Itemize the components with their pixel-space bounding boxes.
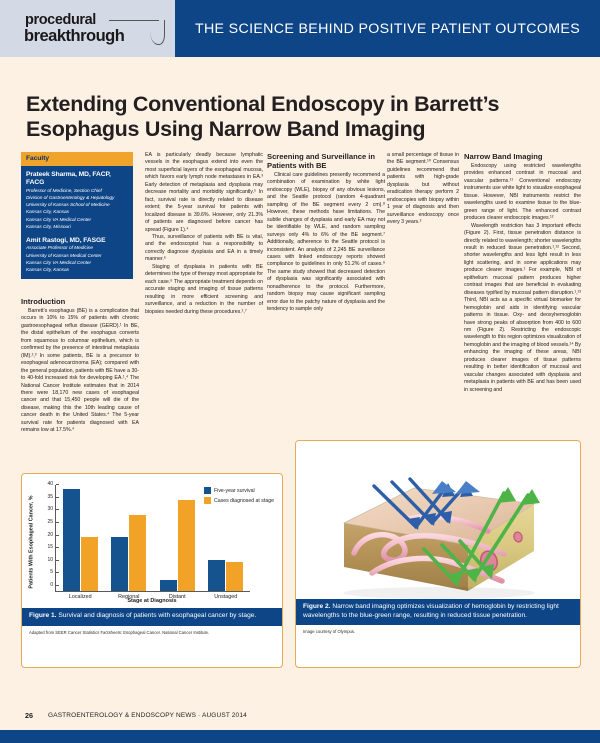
column-4: [387, 152, 459, 227]
y-axis-tick: 20: [47, 532, 56, 538]
chart-legend: [204, 487, 274, 507]
figure-2-caption-text: Narrow band imaging optimizes visualization of hemoglobin by restricting light wavelengths to the blue-green range, resulting in reduced tissue penetration.: [303, 603, 559, 619]
x-axis-tick: Unstaged: [214, 594, 238, 600]
figure-1-source: Adapted from SEER Cancer Statistics Factsheets: Esophageal Cancer. National Cancer Institute.: [22, 626, 282, 639]
y-axis-tick: 5: [50, 569, 56, 575]
y-axis-tick: 30: [47, 506, 56, 512]
legend-label: Cases diagnosed at stage: [214, 497, 274, 504]
chart-bar: [111, 537, 128, 591]
screening-body: [267, 172, 385, 314]
y-axis-tick: 40: [47, 481, 56, 487]
chart-bar: [226, 562, 243, 591]
bar-chart: [22, 474, 282, 608]
x-axis-tick: Regional: [118, 594, 140, 600]
paragraph-text: a small percentage of tissue in the BE segment.¹⁰ Consensus guidelines recommend that patients with high-grade dysplasia but without eradication therapy perform 2 endoscopies with biopsy within 1 year of diagnosis and then surveillance endoscopy once every 3 years.²: [387, 152, 459, 226]
faculty-affiliation: Division of Gastroenterology & Hepatology: [26, 196, 115, 202]
faculty-affiliation: Kansas City VA Medical Center: [26, 260, 92, 266]
faculty-affiliation: Kansas City, Kansas: [26, 268, 69, 274]
footer-publication: GASTROENTEROLOGY & ENDOSCOPY NEWS · AUGUST 2014: [48, 712, 247, 719]
y-axis-tick: 0: [50, 582, 56, 588]
section-heading-nbi: Narrow Band Imaging: [464, 152, 543, 161]
faculty-affiliation: Kansas City, Missouri: [26, 224, 71, 230]
faculty-affiliation: Associate Professor of Medicine: [26, 246, 93, 252]
chart-bar: [81, 537, 98, 591]
logo-swoosh-icon: [150, 20, 165, 45]
faculty-member: [26, 171, 128, 231]
chart-bar-group: [105, 485, 154, 600]
y-axis-tick: 10: [47, 557, 56, 563]
figure-1-caption-text: Survival and diagnosis of patients with esophageal cancer by stage.: [58, 612, 257, 619]
chart-bar: [63, 489, 80, 591]
blue-arrow-tips: [432, 481, 480, 494]
screening-continued: [387, 152, 459, 227]
legend-item: [204, 497, 274, 504]
paragraph-text: Barrett’s esophagus (BE) is a complication that occurs in 10% to 15% of patients with chronic gastroesophageal reflux disease (GERD).¹ In BE, the distal epithelium of the esophagus converts from squamous to columnar epithelium, which is confirmed by the presence of intestinal metaplasia (IM).²,³ In some patients, BE is a precursor to esophageal adenocarcinoma (EA); compared with the general population, patients with BE have a 30- to 40-fold increased risk for developing EA.¹,⁴ The National Cancer Institute estimates that in 2014 there were 18,170 new cases of esophageal cancer and that 15,450 people will die of the disease, making this the 10th leading cause of cancer death in the United States.⁴ The 5-year survival rate for patients diagnosed with EA remains low at 17.5%.⁴: [21, 308, 139, 434]
paragraph-text: Staging of dysplasia in patients with BE determines the type of therapy most appropriate for each case.⁶ The appropriate treatment depends on accurate staging and imaging of tissue patterns resulting in more efficient screening and surveillance, and a reduction in the number of biopsies needed during these procedures.¹,⁷: [145, 263, 263, 315]
footer-bar: [0, 730, 600, 743]
page-number: 26: [25, 711, 33, 720]
legend-label: Five-year survival: [214, 487, 255, 494]
chart-bar-group: [153, 485, 202, 600]
faculty-affiliation: University of Kansas Medical Center: [26, 253, 102, 259]
x-axis-tick: Distant: [168, 594, 186, 600]
faculty-header: Faculty: [21, 152, 133, 166]
faculty-box: [21, 152, 133, 279]
y-axis-tick: 15: [47, 544, 56, 550]
chart-bar: [129, 515, 146, 591]
column-2: [145, 152, 263, 316]
legend-swatch: [204, 487, 211, 494]
page-footer: [0, 711, 600, 729]
chart-bar: [208, 560, 225, 591]
publication-logo: [24, 14, 159, 46]
faculty-list: [21, 166, 133, 279]
paragraph-text: Wavelength restriction has 3 important effects (Figure 2). First, tissue penetration distance is directly related to wavelength; shorter wavelengths result in reduced tissue penetration.¹,¹² Second, shorter wavelengths and less light result in less light scattering, and in some applications may produce clearer images.¹ For example, NBI of epithelium mucosal pattern produces higher contrast images that are beneficial in evaluating diseases typified by mucosal pattern disruption.¹,¹³ Third, NBI acts as a specific virtual biomarker for hemoglobin and aids in identifying vascular patterns in tissue. Oxy- and deoxyhemoglobin have strong peaks of absorption from 400 to 600 nm (Figure 2). Restricting the endoscopic wavelength to this region optimizes visualization of hemoglobin and the imaging of blood vessels.¹⁴ By enhancing the imaging of these areas, NBI produces clearer images of tissue patterns resulting in better identification of mucosal and vascular changes associated with dysplasia and metaplasia in patients with BE and has been used in screening and: [464, 222, 581, 393]
figure-2-source: Image courtesy of Olympus.: [296, 625, 580, 638]
faculty-affiliation: Kansas City, Kansas: [26, 210, 69, 216]
chart-y-axis-label: [27, 486, 37, 598]
logo-line-2: breakthrough: [24, 27, 125, 45]
paragraph-text: EA is particularly deadly because lymphatic vessels in the esophagus extend into even the most superficial layers of the esophageal mucosa, which favors early lymph node metastases in EA.³ Early detection of metaplasia and dysplasia may decrease mortality and morbidity significantly.⁵ In fact, survival rate is directly related to disease extent; the 5-year survival for patients with localized disease is 39.6%. However, only 21.3% of patients are diagnosed before cancer has spread (Figure 1).⁴: [145, 152, 263, 233]
y-axis-tick: 35: [47, 494, 56, 500]
legend-item: [204, 487, 274, 494]
chart-bar: [178, 500, 195, 591]
paragraph-text: Thus, surveillance of patients with BE is vital, and the endoscopist has a responsibility to correctly diagnose dysplasia and EA in a timely manner.⁶: [145, 233, 263, 263]
y-axis-label-text: Patients With Esophageal Cancer, %: [29, 495, 35, 589]
faculty-affiliation: University of Kansas School of Medicine: [26, 203, 110, 209]
faculty-member: [26, 237, 128, 274]
logo-line-1: procedural: [25, 12, 96, 28]
x-axis-tick: Localized: [68, 594, 92, 600]
intro-continued: [145, 152, 263, 316]
chart-bar-group: [56, 485, 105, 600]
chart-bar: [160, 580, 177, 591]
figure-1-label: Figure 1.: [29, 612, 57, 619]
paragraph-text: Endoscopy using restricted wavelengths provides enhanced contrast in mucosal and vascular patterns.¹¹ Conventional endoscopy instruments use white light to visualize esophageal tissue. However, NBI instruments restrict the wavelengths used to examine tissue to the blue-green range of light. The enhanced contrast produces clearer endoscopic images.¹²: [464, 163, 581, 222]
drop-shadow: [343, 587, 535, 599]
faculty-affiliation: Kansas City VA Medical Center: [26, 217, 92, 223]
masthead-tagline: THE SCIENCE BEHIND POSITIVE PATIENT OUTCOMES: [194, 20, 581, 37]
tissue-penetration-diagram-icon: [296, 441, 580, 599]
section-heading-introduction: Introduction: [21, 297, 66, 306]
faculty-affiliation: Professor of Medicine, Section Chief: [26, 188, 102, 194]
figure-2: [295, 440, 581, 668]
column-3: [267, 152, 385, 314]
y-axis-tick: 25: [47, 519, 56, 525]
paragraph-text: Clinical care guidelines presently recommend a combination of examination by white light endoscopy (WLE), biopsy of any obvious lesions, and the Seattle protocol (random 4-quadrant sampling of the BE segment every 2 cm).⁸ However, these methods have limitations. The subtle changes of dysplasia and early EA may not be identifiable by WLE, and random sampling surveys only 4% to 6% of the BE segment.⁷ Additionally, adherence to the Seattle protocol is inconsistent. An analysis of 2,245 BE surveillance cases with linked endoscopy reports showed compliance to guidelines in only 51.2% of cases.⁹ The same study showed that decreased detection of dysplasia was significantly associated with nonadherence to the protocol. Furthermore, random biopsy may cause significant sampling error due to the patchy nature of dysplasia and the tendency to sample only: [267, 172, 385, 313]
article-title: Extending Conventional Endoscopy in Barrett’s Esophagus Using Narrow Band Imaging: [26, 92, 500, 141]
faculty-name: Amit Rastogi, MD, FASGE: [26, 237, 106, 245]
column-1: [21, 152, 139, 435]
figure-2-caption: [296, 599, 580, 625]
logo-panel: [0, 0, 175, 57]
figure-2-illustration: [296, 441, 580, 599]
legend-swatch: [204, 497, 211, 504]
faculty-name: Prateek Sharma, MD, FACP, FACG: [26, 171, 111, 187]
figure-1-caption: [22, 608, 282, 626]
chart-x-axis-label: Stage at Diagnosis: [127, 598, 177, 604]
column-5: [464, 152, 581, 394]
masthead-banner: [175, 0, 600, 57]
section-heading-screening: Screening and Surveillance in Patients with BE: [267, 152, 376, 170]
intro-paragraph-1: [21, 308, 139, 435]
figure-2-label: Figure 2.: [303, 603, 331, 610]
figure-1: [21, 473, 283, 668]
nbi-body: [464, 163, 581, 394]
masthead: [0, 0, 600, 57]
